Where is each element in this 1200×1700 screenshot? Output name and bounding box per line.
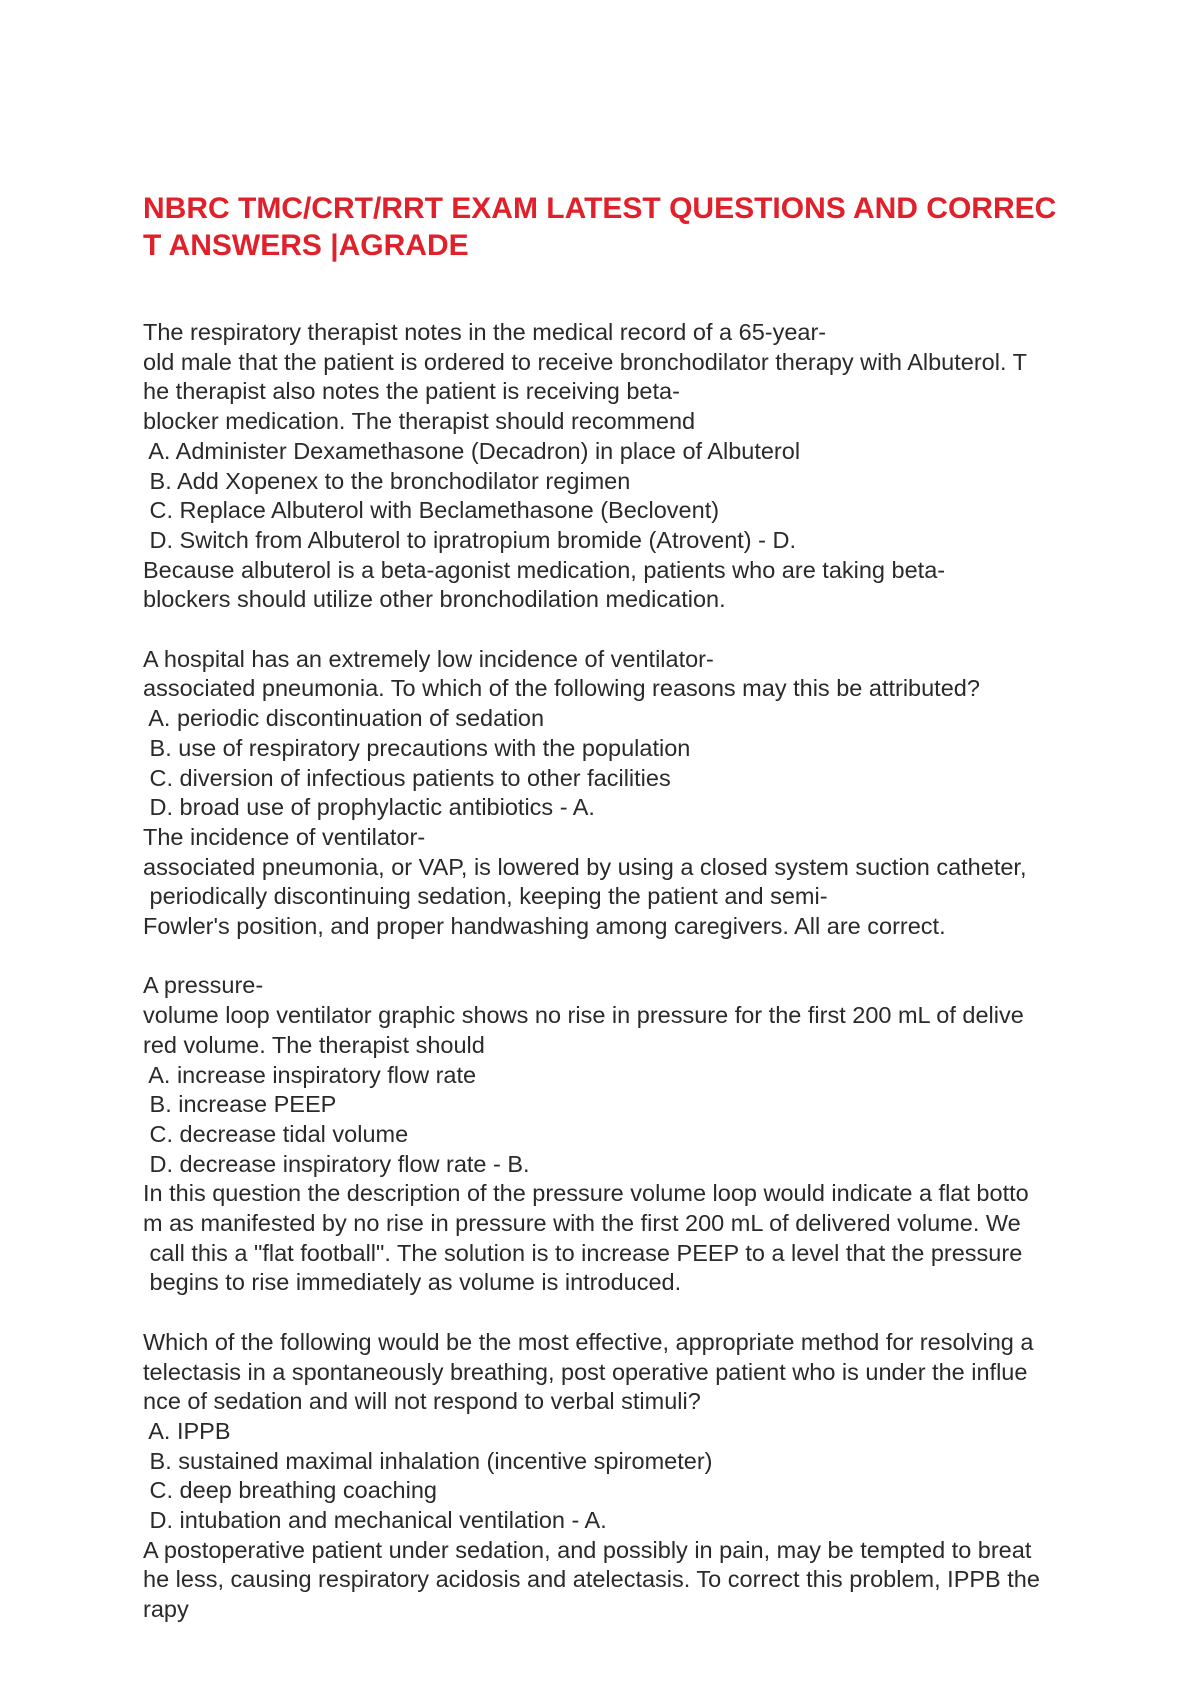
- answer-option: B. sustained maximal inhalation (incentive spirometer): [143, 1447, 713, 1474]
- question-block-1: [143, 318, 1073, 615]
- text-line: red volume. The therapist should: [143, 1031, 485, 1058]
- text-line: The respiratory therapist notes in the medical record of a 65-year-: [143, 319, 827, 345]
- document-title: [143, 190, 1073, 264]
- title-line: NBRC TMC/CRT/RRT EXAM LATEST QUESTIONS AND CORREC: [143, 192, 1057, 225]
- answer-option: C. decrease tidal volume: [143, 1120, 409, 1147]
- question-block-4: [143, 1328, 1073, 1625]
- paragraph-gap: [143, 1298, 1073, 1328]
- answer-option: B. use of respiratory precautions with the population: [143, 734, 691, 761]
- explanation-line: In this question the description of the pressure volume loop would indicate a flat botto: [143, 1180, 1029, 1207]
- answer-option: A. IPPB: [143, 1417, 231, 1444]
- explanation-line: Fowler's position, and proper handwashing among caregivers. All are correct.: [143, 913, 946, 940]
- answer-option: C. deep breathing coaching: [143, 1477, 437, 1504]
- explanation-line: A postoperative patient under sedation, and possibly in pain, may be tempted to breat: [143, 1536, 1032, 1563]
- explanation-line: rapy: [143, 1596, 189, 1623]
- answer-option: D. decrease inspiratory flow rate - B.: [143, 1150, 530, 1177]
- answer-option: C. Replace Albuterol with Beclamethasone (Beclovent): [143, 497, 720, 524]
- answer-option: D. broad use of prophylactic antibiotics - A.: [143, 794, 595, 821]
- question-block-2: [143, 645, 1073, 942]
- paragraph-gap: [143, 615, 1073, 645]
- answer-option: D. intubation and mechanical ventilation - A.: [143, 1507, 607, 1534]
- text-line: blocker medication. The therapist should recommend: [143, 408, 696, 435]
- explanation-line: associated pneumonia, or VAP, is lowered by using a closed system suction catheter,: [143, 853, 1027, 880]
- explanation-line: begins to rise immediately as volume is introduced.: [143, 1269, 682, 1296]
- answer-option: A. periodic discontinuation of sedation: [143, 705, 545, 732]
- text-line: associated pneumonia. To which of the following reasons may this be attributed?: [143, 675, 980, 702]
- text-line: A hospital has an extremely low incidence of ventilator-: [143, 645, 714, 672]
- explanation-line: m as manifested by no rise in pressure with the first 200 mL of delivered volume. We: [143, 1210, 1021, 1237]
- answer-option: A. increase inspiratory flow rate: [143, 1061, 477, 1088]
- answer-option: C. diversion of infectious patients to other facilities: [143, 764, 671, 791]
- explanation-line: blockers should utilize other bronchodilation medication.: [143, 586, 726, 613]
- answer-option: D. Switch from Albuterol to ipratropium bromide (Atrovent) - D.: [143, 526, 796, 553]
- document-page: [143, 190, 1073, 1625]
- document-body: [143, 318, 1073, 1625]
- text-line: Which of the following would be the most effective, appropriate method for resolving a: [143, 1328, 1034, 1355]
- explanation-line: he less, causing respiratory acidosis and atelectasis. To correct this problem, IPPB the: [143, 1566, 1040, 1593]
- text-line: he therapist also notes the patient is receiving beta-: [143, 378, 680, 405]
- paragraph-gap: [143, 942, 1073, 972]
- explanation-line: call this a "flat football". The solution is to increase PEEP to a level that the pressure: [143, 1239, 1023, 1266]
- text-line: telectasis in a spontaneously breathing, post operative patient who is under the influe: [143, 1358, 1028, 1385]
- text-line: A pressure-: [143, 972, 264, 999]
- explanation-line: periodically discontinuing sedation, keeping the patient and semi-: [143, 883, 828, 910]
- text-line: nce of sedation and will not respond to verbal stimuli?: [143, 1388, 701, 1415]
- title-line: T ANSWERS |AGRADE: [143, 229, 469, 262]
- text-line: volume loop ventilator graphic shows no rise in pressure for the first 200 mL of delive: [143, 1002, 1024, 1029]
- question-block-3: [143, 971, 1073, 1298]
- answer-option: A. Administer Dexamethasone (Decadron) in place of Albuterol: [143, 437, 801, 464]
- explanation-line: Because albuterol is a beta-agonist medication, patients who are taking beta-: [143, 556, 946, 583]
- explanation-line: The incidence of ventilator-: [143, 823, 426, 850]
- answer-option: B. increase PEEP: [143, 1091, 337, 1118]
- answer-option: B. Add Xopenex to the bronchodilator regimen: [143, 467, 631, 494]
- text-line: old male that the patient is ordered to receive bronchodilator therapy with Albuterol. T: [143, 348, 1027, 375]
